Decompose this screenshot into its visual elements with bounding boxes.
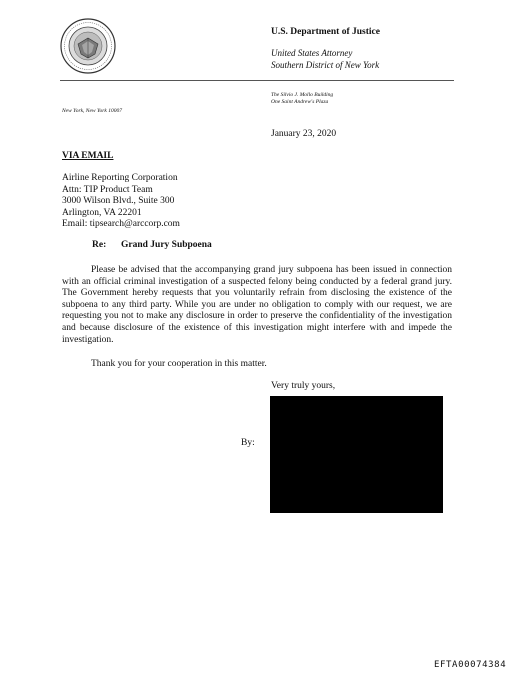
- closing-line: Very truly yours,: [271, 381, 336, 391]
- recipient-line: Arlington, VA 22201: [62, 207, 142, 218]
- delivery-method: VIA EMAIL: [62, 151, 114, 161]
- building-address: One Saint Andrew's Plaza: [271, 99, 329, 105]
- recipient-email: Email: tipsearch@arccorp.com: [62, 219, 180, 229]
- building-name: The Silvio J. Mollo Building: [271, 92, 334, 98]
- document-id: EFTA00074384: [434, 660, 507, 670]
- office-title: United States Attorney: [271, 48, 353, 58]
- doj-seal-icon: [60, 18, 116, 74]
- recipient-line: Attn: TIP Product Team: [62, 184, 153, 195]
- by-label: By:: [241, 438, 255, 448]
- department-name: U.S. Department of Justice: [271, 27, 380, 37]
- recipient-address: [62, 173, 180, 231]
- letterhead-rule: [60, 80, 454, 81]
- re-subject: Grand Jury Subpoena: [121, 240, 212, 250]
- letter-body: Please be advised that the accompanying grand jury subpoena has been issued in connection with an official criminal investigation of a suspected felony being conducted by a federal grand jury. The Government hereby requests that you voluntarily refrain from disclosing the existence of the subpoena to any third party. While you are under no obligation to comply with our request, we are requesting you not to make any disclosure in order to preserve the confidentiality of the investigation and because disclosure of the existence of this investigation might interfere with and impede the investigation.: [62, 265, 452, 345]
- office-district: Southern District of New York: [271, 60, 380, 70]
- redacted-signature-block: [270, 396, 443, 513]
- letter-date: January 23, 2020: [271, 129, 337, 139]
- recipient-line: Airline Reporting Corporation: [62, 173, 178, 183]
- city-line: New York, New York 10007: [62, 108, 122, 114]
- recipient-line: 3000 Wilson Blvd., Suite 300: [62, 196, 175, 206]
- re-label: Re:: [92, 240, 107, 250]
- thanks-line: Thank you for your cooperation in this matter.: [91, 359, 267, 369]
